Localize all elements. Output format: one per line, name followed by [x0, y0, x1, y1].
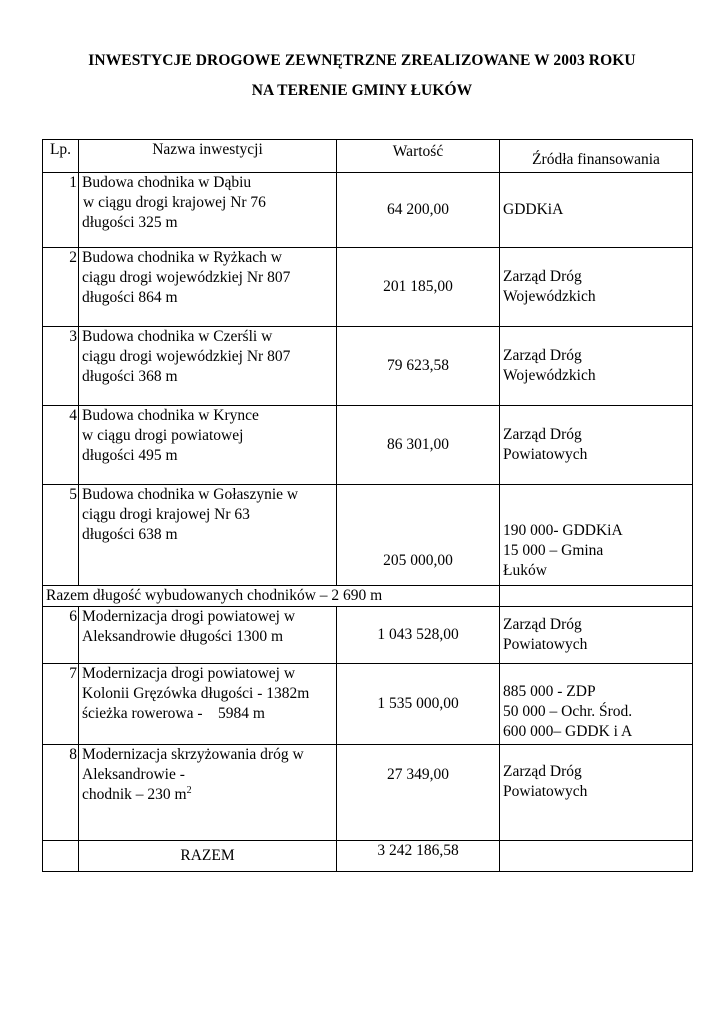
- row-name: [79, 607, 337, 664]
- header-value: Wartość: [337, 140, 500, 173]
- row-value: 79 623,58: [337, 327, 500, 406]
- table-row: [43, 173, 693, 248]
- row-sources: [500, 248, 693, 327]
- source-line: 190 000- GDDKiA: [503, 522, 623, 539]
- source-line: Powiatowych: [503, 446, 588, 463]
- source-line: Wojewódzkich: [503, 367, 596, 384]
- row-sources: [500, 173, 693, 248]
- name-line: Budowa chodnika w Kryncе: [82, 407, 259, 424]
- row-name: [79, 664, 337, 745]
- row-name: [79, 745, 337, 841]
- row-lp: 2: [43, 248, 79, 327]
- row-name: [79, 248, 337, 327]
- row-name: [79, 485, 337, 586]
- row-lp: 1: [43, 173, 79, 248]
- name-line: Budowa chodnika w Czerśli w: [82, 328, 273, 345]
- row-lp: 5: [43, 485, 79, 586]
- row-sources: [500, 664, 693, 745]
- name-line: Modernizacja skrzyżowania dróg w: [82, 746, 304, 763]
- row-value: 1 043 528,00: [337, 607, 500, 664]
- row-value: 27 349,00: [337, 745, 500, 841]
- name-line: ciągu drogi krajowej Nr 63: [82, 506, 250, 523]
- name-line: długości 864 m: [82, 289, 178, 306]
- source-line: Łuków: [503, 562, 547, 579]
- header-sources: Źródła finansowania: [500, 140, 693, 173]
- name-line: Aleksandrowie -: [82, 766, 185, 783]
- name-line: ciągu drogi wojewódzkiej Nr 807: [82, 269, 291, 286]
- row-name: [79, 406, 337, 485]
- header-name: Nazwa inwestycji: [79, 140, 337, 173]
- name-line: Budowa chodnika w Gołaszynie w: [82, 486, 299, 503]
- row-lp: 4: [43, 406, 79, 485]
- subtotal-row: [43, 586, 693, 607]
- table-row: [43, 248, 693, 327]
- total-empty-sources: [500, 841, 693, 872]
- source-line: 885 000 - ZDP: [503, 683, 596, 700]
- name-line: długości 368 m: [82, 368, 178, 385]
- source-line: Zarząd Dróg: [503, 347, 582, 364]
- name-line: długości 325 m: [82, 214, 178, 231]
- table-header-row: [43, 140, 693, 173]
- source-line: Zarząd Dróg: [503, 268, 582, 285]
- name-line: długości 495 m: [82, 447, 178, 464]
- total-empty-lp: [43, 841, 79, 872]
- table-row: [43, 485, 693, 586]
- name-line: w ciągu drogi krajowej Nr 76: [83, 194, 266, 211]
- total-value: 3 242 186,58: [337, 841, 500, 872]
- row-sources: [500, 745, 693, 841]
- total-label: RAZEM: [79, 841, 337, 872]
- table-row: [43, 327, 693, 406]
- source-line: 50 000 – Ochr. Środ.: [503, 703, 633, 720]
- source-line: Zarząd Dróg: [503, 763, 582, 780]
- row-sources: [500, 607, 693, 664]
- table-row: [43, 745, 693, 841]
- name-line: Modernizacja drogi powiatowej w: [82, 665, 296, 682]
- row-lp: 3: [43, 327, 79, 406]
- name-line: w ciągu drogi powiatowej: [82, 427, 244, 444]
- source-line: Zarząd Dróg: [503, 616, 582, 633]
- name-text: chodnik – 230 m: [82, 786, 187, 803]
- document-title-line2: NA TERENIE GMINY ŁUKÓW: [251, 82, 473, 99]
- row-sources: [500, 327, 693, 406]
- row-sources: [500, 485, 693, 586]
- row-name: [79, 173, 337, 248]
- table-row: [43, 607, 693, 664]
- subtotal-label: Razem długość wybudowanych chodników – 2 690 m: [43, 586, 500, 607]
- source-line: Powiatowych: [503, 783, 588, 800]
- row-value: 201 185,00: [337, 248, 500, 327]
- name-line: Budowa chodnika w Dąbiu: [82, 174, 252, 191]
- row-sources: [500, 406, 693, 485]
- subtotal-empty-cell: [500, 586, 693, 607]
- name-line: [82, 785, 333, 805]
- name-line: ciągu drogi wojewódzkiej Nr 807: [82, 348, 291, 365]
- investments-table: [42, 139, 693, 872]
- name-line: Kolonii Gręzówka długości - 1382m: [82, 685, 310, 702]
- row-name: [79, 327, 337, 406]
- name-line: Aleksandrowie długości 1300 m: [82, 628, 284, 645]
- source-line: 15 000 – Gmina: [503, 542, 604, 559]
- row-lp: 7: [43, 664, 79, 745]
- table-row: [43, 406, 693, 485]
- header-lp: Lp.: [43, 140, 79, 173]
- source-line: Zarząd Dróg: [503, 426, 582, 443]
- total-row: [43, 841, 693, 872]
- name-line: Budowa chodnika w Ryżkach w: [82, 249, 282, 266]
- name-line: Modernizacja drogi powiatowej w: [82, 608, 296, 625]
- row-lp: 8: [43, 745, 79, 841]
- superscript: 2: [186, 784, 192, 796]
- source-line: Wojewódzkich: [503, 288, 596, 305]
- row-lp: 6: [43, 607, 79, 664]
- row-value: 205 000,00: [337, 485, 500, 586]
- row-value: 64 200,00: [337, 173, 500, 248]
- document-title-line1: INWESTYCJE DROGOWE ZEWNĘTRZNE ZREALIZOWANE W 2003 ROKU: [88, 52, 636, 69]
- source-line: 600 000– GDDK i A: [503, 723, 633, 740]
- row-value: 86 301,00: [337, 406, 500, 485]
- source-line: GDDKiA: [503, 201, 564, 218]
- name-line: ścieżka rowerowa - 5984 m: [82, 705, 265, 722]
- row-value: 1 535 000,00: [337, 664, 500, 745]
- source-line: Powiatowych: [503, 636, 588, 653]
- table-row: [43, 664, 693, 745]
- name-line: długości 638 m: [82, 526, 178, 543]
